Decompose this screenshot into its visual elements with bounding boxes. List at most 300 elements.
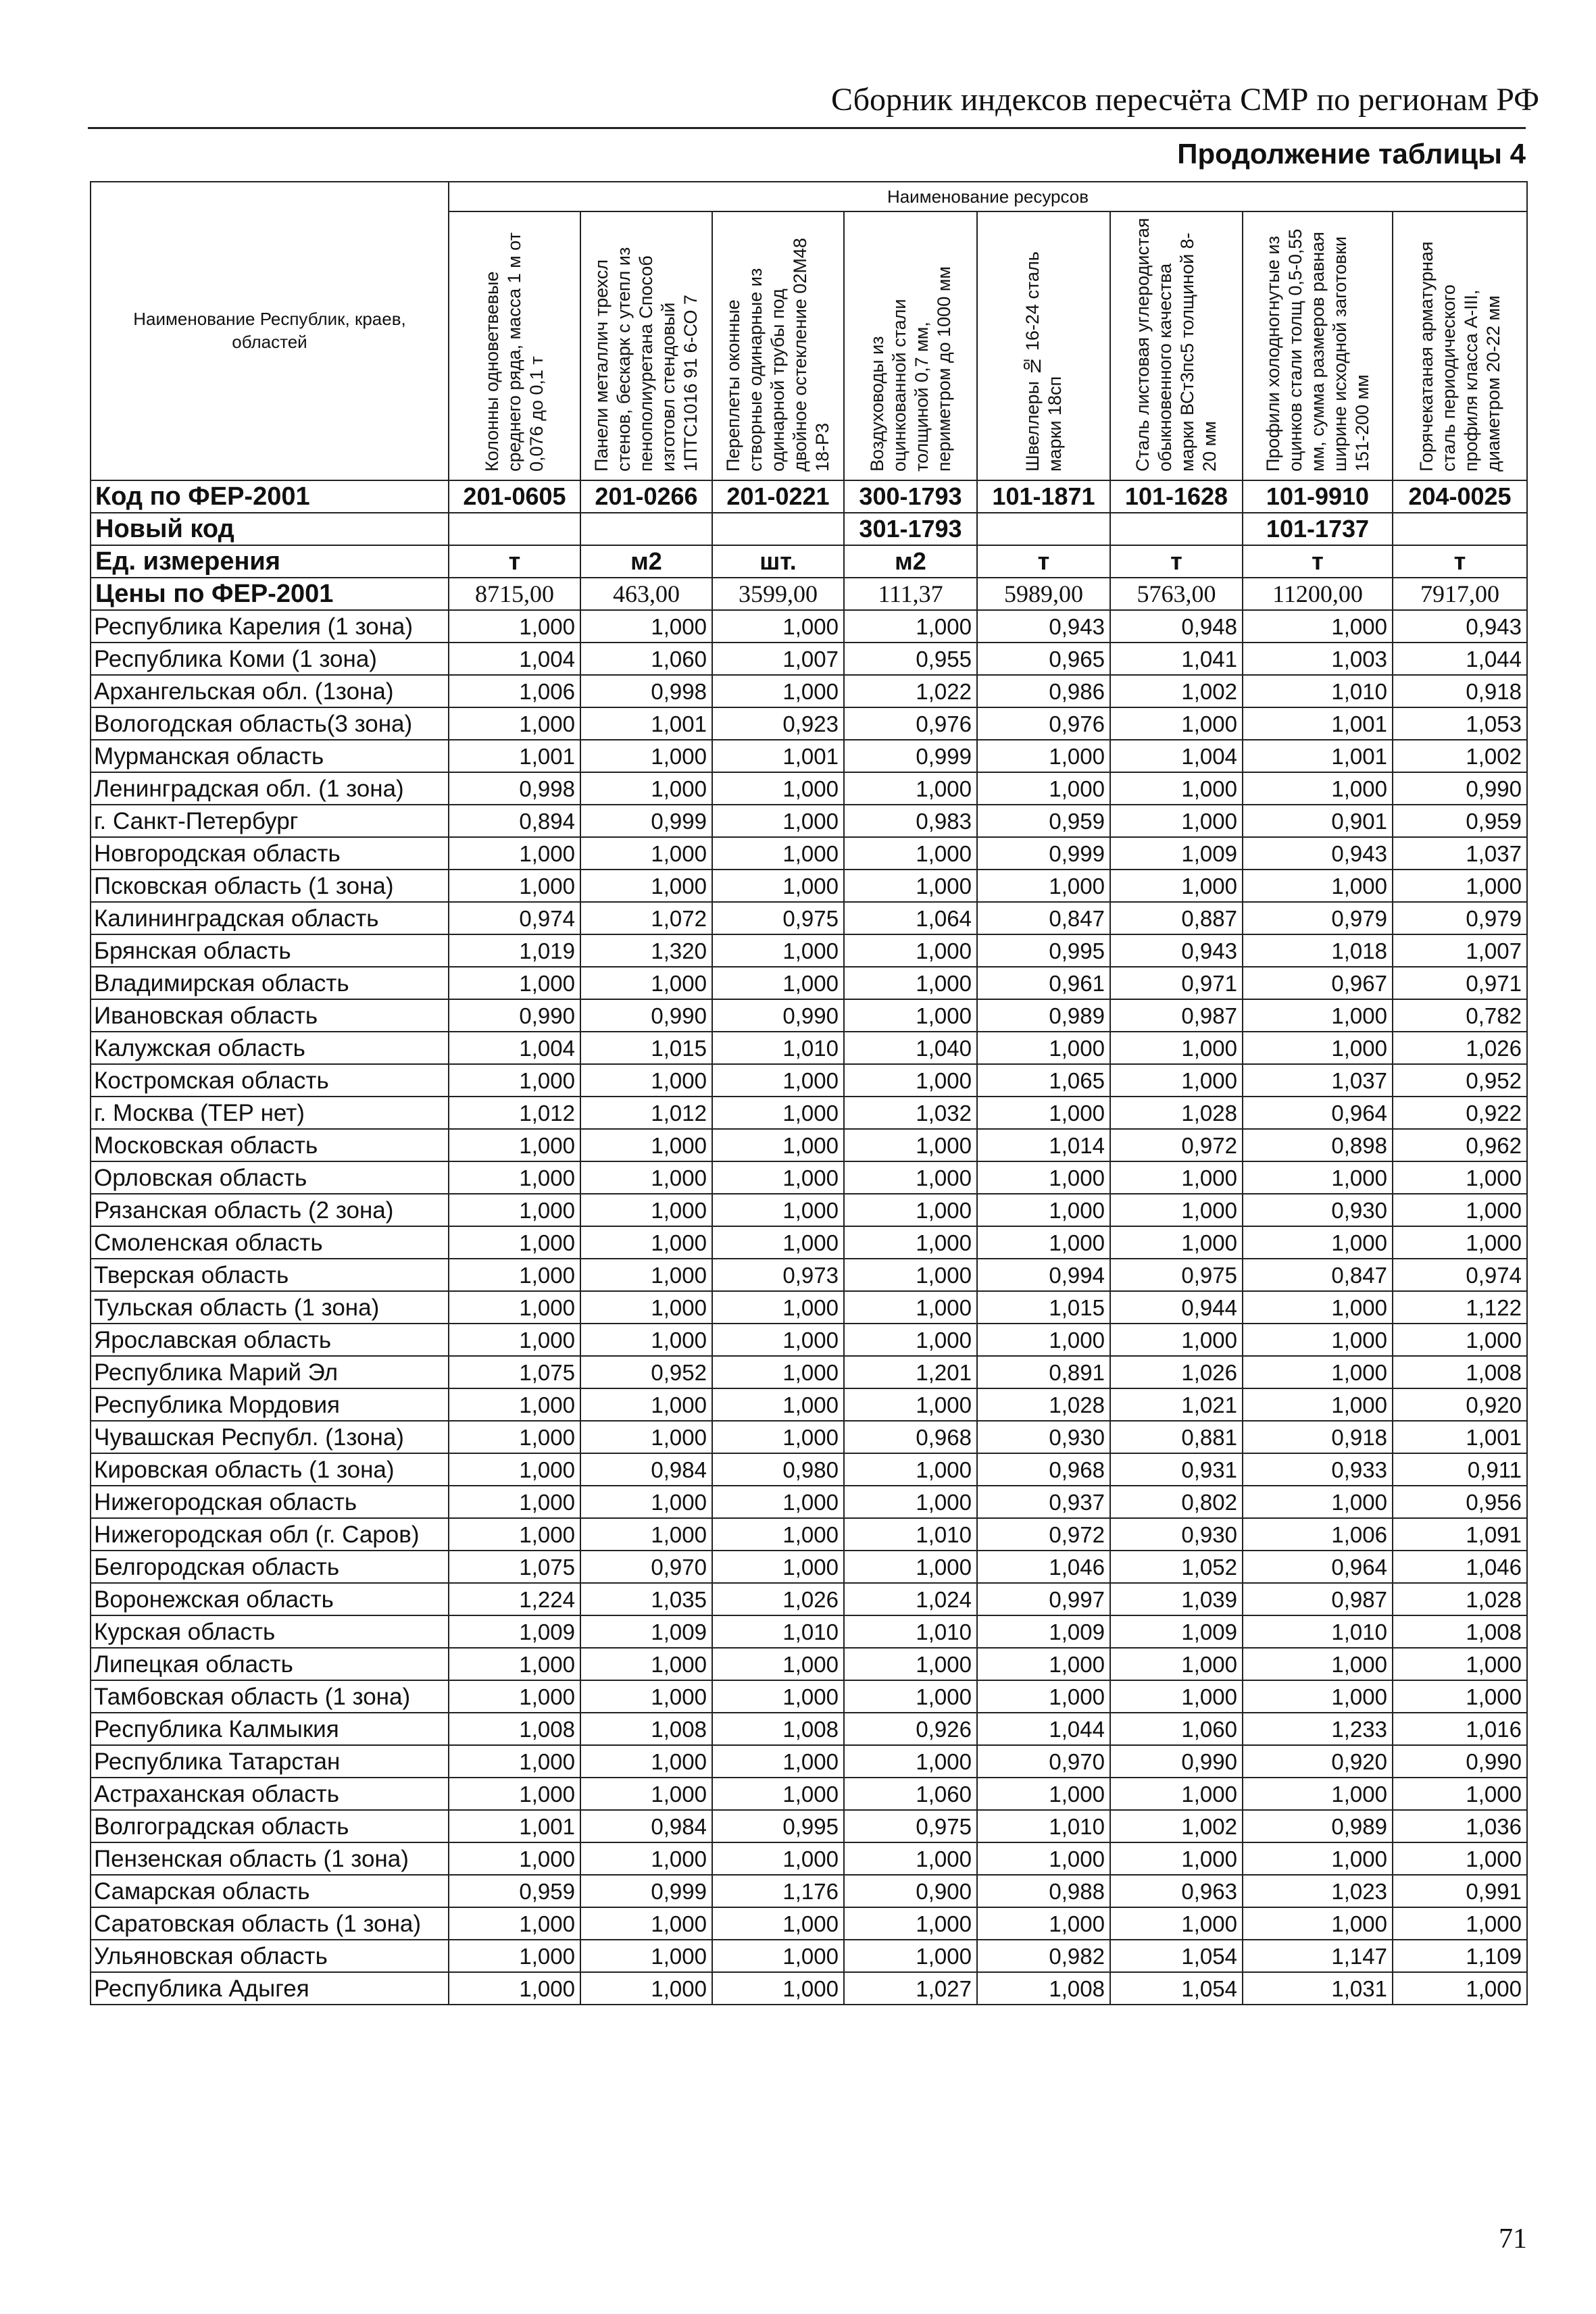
table-row (91, 1259, 1527, 1291)
table-row (91, 740, 1527, 772)
index-cell: 0,920 (1243, 1745, 1393, 1778)
index-cell: 1,000 (712, 1778, 844, 1810)
index-cell: 1,046 (977, 1551, 1110, 1583)
table-row (91, 1226, 1527, 1259)
index-cell: 1,031 (1243, 1972, 1393, 2005)
region-name: Новгородская область (91, 837, 449, 870)
region-column-header: Наименование Республик, краев, областей (91, 182, 449, 480)
index-cell: 1,000 (712, 1194, 844, 1226)
index-cell: 1,044 (977, 1713, 1110, 1745)
index-cell: 0,990 (1393, 772, 1527, 805)
index-cell: 0,952 (580, 1356, 712, 1388)
index-cell: 1,000 (1243, 1032, 1393, 1064)
index-cell: 1,000 (844, 837, 977, 870)
index-cell: 0,847 (977, 902, 1110, 934)
table-row (91, 1194, 1527, 1226)
index-cell: 1,000 (1243, 1648, 1393, 1680)
table-row (91, 1583, 1527, 1615)
index-cell: 0,990 (1110, 1745, 1243, 1778)
index-cell: 1,000 (712, 1551, 844, 1583)
index-cell: 0,991 (1393, 1875, 1527, 1907)
table-row (91, 772, 1527, 805)
index-cell: 0,971 (1393, 967, 1527, 999)
index-cell: 1,000 (1110, 1032, 1243, 1064)
index-cell: 1,000 (580, 1486, 712, 1518)
region-name: Ярославская область (91, 1324, 449, 1356)
resource-column-label: Швеллеры № 16-24 сталь марки 18сп (1022, 251, 1065, 472)
index-cell: 1,000 (977, 1907, 1110, 1940)
index-cell: 1,001 (449, 1810, 580, 1842)
index-cell: 0,962 (1393, 1129, 1527, 1161)
table-row (91, 1615, 1527, 1648)
index-cell: 0,990 (1393, 1745, 1527, 1778)
meta-row (91, 480, 1527, 513)
index-cell: 1,000 (1110, 870, 1243, 902)
index-cell: 1,004 (449, 1032, 580, 1064)
index-cell: 1,000 (844, 967, 977, 999)
table-row (91, 1972, 1527, 2005)
index-cell: 1,054 (1110, 1972, 1243, 2005)
index-cell: 1,000 (712, 1226, 844, 1259)
index-cell: 1,000 (712, 1745, 844, 1778)
table-row (91, 1810, 1527, 1842)
meta-cell: 463,00 (580, 578, 712, 610)
region-name: Орловская область (91, 1161, 449, 1194)
index-cell: 1,019 (449, 934, 580, 967)
index-cell: 0,918 (1243, 1421, 1393, 1453)
index-cell: 1,000 (1243, 772, 1393, 805)
index-cell: 0,920 (1393, 1388, 1527, 1421)
index-cell: 0,974 (1393, 1259, 1527, 1291)
index-cell: 1,000 (844, 1551, 977, 1583)
table-row (91, 1518, 1527, 1551)
index-cell: 0,974 (449, 902, 580, 934)
index-cell: 1,000 (844, 1064, 977, 1097)
index-cell: 1,000 (712, 1097, 844, 1129)
region-name: Смоленская область (91, 1226, 449, 1259)
table-row (91, 1778, 1527, 1810)
index-cell: 1,000 (977, 1226, 1110, 1259)
index-cell: 0,975 (844, 1810, 977, 1842)
region-name: Кировская область (1 зона) (91, 1453, 449, 1486)
index-cell: 1,000 (844, 1842, 977, 1875)
collection-title: Сборник индексов пересчёта СМР по регионам РФ (831, 82, 1539, 118)
index-cell: 0,984 (580, 1453, 712, 1486)
index-cell: 1,000 (1243, 1486, 1393, 1518)
index-cell: 0,998 (449, 772, 580, 805)
index-cell: 1,000 (449, 1421, 580, 1453)
table-row (91, 610, 1527, 643)
index-cell: 0,999 (580, 805, 712, 837)
region-name: Республика Калмыкия (91, 1713, 449, 1745)
index-cell: 1,000 (1110, 1161, 1243, 1194)
table-row (91, 1551, 1527, 1583)
index-cell: 1,007 (1393, 934, 1527, 967)
index-cell: 1,000 (580, 1745, 712, 1778)
index-cell: 1,000 (449, 837, 580, 870)
meta-row-label: Ед. измерения (91, 545, 449, 578)
index-cell: 1,000 (1393, 1907, 1527, 1940)
index-cell: 1,000 (712, 772, 844, 805)
region-name: Псковская область (1 зона) (91, 870, 449, 902)
index-cell: 1,027 (844, 1972, 977, 2005)
meta-cell: 101-9910 (1243, 480, 1393, 513)
index-cell: 1,026 (1110, 1356, 1243, 1388)
table-row (91, 1842, 1527, 1875)
index-cell: 1,000 (449, 610, 580, 643)
index-cell: 1,000 (977, 772, 1110, 805)
index-cell: 1,000 (1393, 1161, 1527, 1194)
region-name: Воронежская область (91, 1583, 449, 1615)
table-row (91, 902, 1527, 934)
meta-cell: 3599,00 (712, 578, 844, 610)
index-cell: 0,988 (977, 1875, 1110, 1907)
index-cell: 1,000 (580, 1648, 712, 1680)
meta-row-label: Новый код (91, 513, 449, 545)
index-cell: 1,000 (580, 1064, 712, 1097)
region-name: Республика Карелия (1 зона) (91, 610, 449, 643)
index-cell: 1,000 (580, 1972, 712, 2005)
index-cell: 1,028 (977, 1388, 1110, 1421)
index-cell: 1,000 (712, 1972, 844, 2005)
index-cell: 1,010 (844, 1615, 977, 1648)
region-name: Тверская область (91, 1259, 449, 1291)
resource-column-header (580, 211, 712, 480)
index-cell: 1,012 (580, 1097, 712, 1129)
index-cell: 1,028 (1393, 1583, 1527, 1615)
table-row (91, 870, 1527, 902)
index-cell: 1,026 (712, 1583, 844, 1615)
index-cell: 1,035 (580, 1583, 712, 1615)
index-cell: 0,990 (449, 999, 580, 1032)
index-cell: 0,998 (580, 675, 712, 707)
meta-row (91, 513, 1527, 545)
index-cell: 1,000 (844, 1453, 977, 1486)
index-cell: 1,000 (1110, 1226, 1243, 1259)
index-cell: 1,000 (844, 934, 977, 967)
meta-cell: т (1110, 545, 1243, 578)
table-row (91, 1907, 1527, 1940)
meta-cell: т (449, 545, 580, 578)
region-name: Владимирская область (91, 967, 449, 999)
index-cell: 1,000 (1393, 1972, 1527, 2005)
index-cell: 1,001 (1243, 740, 1393, 772)
resource-column-header (1110, 211, 1243, 480)
index-cell: 1,008 (1393, 1615, 1527, 1648)
index-cell: 1,000 (1393, 1842, 1527, 1875)
meta-row-label: Цены по ФЕР-2001 (91, 578, 449, 610)
index-cell: 1,044 (1393, 643, 1527, 675)
index-cell: 1,000 (449, 870, 580, 902)
index-cell: 0,964 (1243, 1551, 1393, 1583)
index-cell: 1,000 (844, 1388, 977, 1421)
index-cell: 1,000 (449, 1388, 580, 1421)
index-cell: 1,000 (1243, 1778, 1393, 1810)
index-cell: 1,000 (1110, 1648, 1243, 1680)
region-name: Московская область (91, 1129, 449, 1161)
meta-cell: 111,37 (844, 578, 977, 610)
index-cell: 1,000 (1110, 707, 1243, 740)
index-cell: 1,010 (844, 1518, 977, 1551)
index-cell: 1,000 (1110, 1680, 1243, 1713)
index-cell: 0,923 (712, 707, 844, 740)
index-cell: 1,000 (1243, 999, 1393, 1032)
index-cell: 1,000 (580, 1291, 712, 1324)
index-cell: 1,000 (844, 1324, 977, 1356)
index-cell: 1,000 (977, 1648, 1110, 1680)
index-cell: 1,000 (580, 1388, 712, 1421)
index-cell: 0,976 (977, 707, 1110, 740)
table-row (91, 1032, 1527, 1064)
index-cell: 1,023 (1243, 1875, 1393, 1907)
index-cell: 1,010 (712, 1615, 844, 1648)
index-cell: 1,046 (1393, 1551, 1527, 1583)
index-cell: 1,000 (449, 1940, 580, 1972)
meta-cell: м2 (844, 545, 977, 578)
table-row (91, 1421, 1527, 1453)
index-cell: 0,964 (1243, 1097, 1393, 1129)
index-cell: 0,944 (1110, 1291, 1243, 1324)
table-row (91, 1064, 1527, 1097)
region-name: г. Санкт-Петербург (91, 805, 449, 837)
index-cell: 1,000 (844, 610, 977, 643)
index-cell: 1,000 (1393, 1778, 1527, 1810)
resource-column-label: Колонны одноветвевые среднего ряда, масса 1 м от 0,076 до 0,1 т (482, 232, 547, 472)
index-cell: 0,943 (1243, 837, 1393, 870)
region-name: Архангельская обл. (1зона) (91, 675, 449, 707)
meta-cell: м2 (580, 545, 712, 578)
index-cell: 1,022 (844, 675, 977, 707)
index-cell: 1,000 (844, 1745, 977, 1778)
index-cell: 1,000 (844, 1129, 977, 1161)
index-cell: 0,901 (1243, 805, 1393, 837)
index-cell: 1,000 (712, 1486, 844, 1518)
meta-cell (1393, 513, 1527, 545)
region-name: Республика Коми (1 зона) (91, 643, 449, 675)
index-cell: 0,956 (1393, 1486, 1527, 1518)
index-cell: 1,000 (712, 610, 844, 643)
index-cell: 1,065 (977, 1064, 1110, 1097)
table-row (91, 707, 1527, 740)
region-name: Костромская область (91, 1064, 449, 1097)
index-cell: 1,000 (580, 1226, 712, 1259)
index-cell: 1,000 (580, 1518, 712, 1551)
resource-column-label: Переплеты оконные створные одинарные из одинарной трубы под двойное остекление 02М48 18-Р3 (723, 238, 832, 472)
index-cell: 1,000 (449, 1194, 580, 1226)
index-cell: 1,000 (1243, 1161, 1393, 1194)
region-name: Республика Адыгея (91, 1972, 449, 2005)
index-cell: 1,000 (712, 675, 844, 707)
index-cell: 1,091 (1393, 1518, 1527, 1551)
index-cell: 1,000 (580, 1194, 712, 1226)
index-cell: 1,000 (1243, 1291, 1393, 1324)
index-cell: 1,000 (580, 1421, 712, 1453)
index-cell: 1,000 (1110, 805, 1243, 837)
index-cell: 0,972 (977, 1518, 1110, 1551)
index-cell: 1,000 (1243, 870, 1393, 902)
resource-column-header (449, 211, 580, 480)
index-cell: 1,000 (449, 1842, 580, 1875)
index-cell: 1,000 (1243, 1356, 1393, 1388)
index-cell: 1,000 (580, 1129, 712, 1161)
index-cell: 1,000 (977, 1032, 1110, 1064)
index-cell: 0,967 (1243, 967, 1393, 999)
index-cell: 0,989 (1243, 1810, 1393, 1842)
region-name: Калужская область (91, 1032, 449, 1064)
region-name: Рязанская область (2 зона) (91, 1194, 449, 1226)
index-cell: 0,990 (712, 999, 844, 1032)
index-cell: 1,004 (449, 643, 580, 675)
index-cell: 1,000 (712, 870, 844, 902)
index-cell: 1,000 (580, 610, 712, 643)
index-cell: 0,894 (449, 805, 580, 837)
index-cell: 1,000 (580, 837, 712, 870)
index-cell: 1,008 (712, 1713, 844, 1745)
resource-column-header (712, 211, 844, 480)
index-cell: 1,122 (1393, 1291, 1527, 1324)
meta-cell: 8715,00 (449, 578, 580, 610)
index-cell: 1,000 (977, 1680, 1110, 1713)
index-cell: 0,933 (1243, 1453, 1393, 1486)
table-row (91, 1129, 1527, 1161)
index-cell: 1,000 (449, 1648, 580, 1680)
index-cell: 1,000 (712, 1940, 844, 1972)
index-cell: 1,320 (580, 934, 712, 967)
region-name: Республика Мордовия (91, 1388, 449, 1421)
meta-cell (580, 513, 712, 545)
index-cell: 1,010 (977, 1810, 1110, 1842)
table-row (91, 934, 1527, 967)
index-cell: 0,881 (1110, 1421, 1243, 1453)
index-cell: 0,926 (844, 1713, 977, 1745)
index-cell: 1,009 (1110, 837, 1243, 870)
index-cell: 1,000 (580, 967, 712, 999)
index-cell: 1,000 (712, 1518, 844, 1551)
index-cell: 1,000 (1393, 870, 1527, 902)
table-row (91, 675, 1527, 707)
index-cell: 1,010 (1243, 675, 1393, 707)
index-cell: 1,000 (580, 1940, 712, 1972)
resource-column-label: Сталь листовая углеродистая обыкновенного качества марки ВСт3пс5 толщиной 8-20 мм (1132, 218, 1220, 472)
index-cell: 1,004 (1110, 740, 1243, 772)
index-cell: 1,000 (712, 1680, 844, 1713)
index-cell: 1,006 (449, 675, 580, 707)
index-cell: 1,000 (977, 1097, 1110, 1129)
resource-column-label: Панели металлич трехсл стенов, бескарк с утепл из пенополиуретана Способ изготовл стендовый 1ПТС1016 91 6-СО 7 (591, 247, 701, 472)
index-cell: 0,984 (580, 1810, 712, 1842)
table-row (91, 1388, 1527, 1421)
table-row (91, 1356, 1527, 1388)
index-cell: 1,000 (449, 1907, 580, 1940)
meta-cell: т (1393, 545, 1527, 578)
index-cell: 0,847 (1243, 1259, 1393, 1291)
index-cell: 1,026 (1393, 1032, 1527, 1064)
index-cell: 1,000 (712, 934, 844, 967)
table-row (91, 1453, 1527, 1486)
index-cell: 1,000 (1393, 1226, 1527, 1259)
region-name: Белгородская область (91, 1551, 449, 1583)
index-cell: 1,000 (712, 1129, 844, 1161)
index-cell: 1,028 (1110, 1097, 1243, 1129)
region-name: Ульяновская область (91, 1940, 449, 1972)
index-cell: 0,975 (712, 902, 844, 934)
region-name: Астраханская область (91, 1778, 449, 1810)
index-cell: 0,930 (1243, 1194, 1393, 1226)
index-cell: 1,000 (580, 870, 712, 902)
index-cell: 1,002 (1110, 1810, 1243, 1842)
table-row (91, 967, 1527, 999)
meta-cell: 204-0025 (1393, 480, 1527, 513)
index-cell: 1,000 (844, 1291, 977, 1324)
index-cell: 1,075 (449, 1356, 580, 1388)
index-cell: 1,000 (844, 1226, 977, 1259)
table-row (91, 1486, 1527, 1518)
index-cell: 0,975 (1110, 1259, 1243, 1291)
resource-column-label: Профили холодногнутые из оцинков стали толщ 0,5-0,55 мм, сумма размеров равная ширине исходной заготовки 151-200 мм (1262, 228, 1372, 472)
index-cell: 1,000 (449, 1745, 580, 1778)
index-cell: 0,968 (844, 1421, 977, 1453)
index-cell: 0,983 (844, 805, 977, 837)
index-cell: 0,931 (1110, 1453, 1243, 1486)
index-cell: 1,000 (977, 1194, 1110, 1226)
meta-cell: 300-1793 (844, 480, 977, 513)
meta-cell: 101-1871 (977, 480, 1110, 513)
index-cell: 1,060 (844, 1778, 977, 1810)
index-cell: 1,000 (1243, 1324, 1393, 1356)
resource-column-header (977, 211, 1110, 480)
index-cell: 1,001 (580, 707, 712, 740)
table-row (91, 1680, 1527, 1713)
index-cell: 1,000 (580, 1907, 712, 1940)
index-cell: 1,000 (712, 837, 844, 870)
resource-column-header (844, 211, 977, 480)
resource-column-header (1243, 211, 1393, 480)
index-cell: 0,948 (1110, 610, 1243, 643)
index-cell: 0,911 (1393, 1453, 1527, 1486)
index-cell: 1,008 (977, 1972, 1110, 2005)
table-row (91, 1713, 1527, 1745)
index-cell: 1,000 (977, 1324, 1110, 1356)
index-cell: 1,000 (449, 1486, 580, 1518)
index-cell: 1,003 (1243, 643, 1393, 675)
index-cell: 1,053 (1393, 707, 1527, 740)
table-row (91, 999, 1527, 1032)
index-cell: 1,000 (977, 1842, 1110, 1875)
index-cell: 1,001 (449, 740, 580, 772)
index-cell: 1,075 (449, 1551, 580, 1583)
index-cell: 1,001 (712, 740, 844, 772)
index-cell: 0,999 (977, 837, 1110, 870)
index-cell: 0,999 (580, 1875, 712, 1907)
header-rule (88, 127, 1526, 129)
index-cell: 0,961 (977, 967, 1110, 999)
index-cell: 0,963 (1110, 1875, 1243, 1907)
index-cell: 1,018 (1243, 934, 1393, 967)
meta-cell: 7917,00 (1393, 578, 1527, 610)
region-name: Ивановская область (91, 999, 449, 1032)
region-name: Нижегородская область (91, 1486, 449, 1518)
index-cell: 1,001 (1243, 707, 1393, 740)
index-cell: 1,000 (844, 772, 977, 805)
index-cell: 1,000 (844, 1680, 977, 1713)
index-cell: 1,000 (712, 1356, 844, 1388)
region-name: Пензенская область (1 зона) (91, 1842, 449, 1875)
index-cell: 1,037 (1243, 1064, 1393, 1097)
index-cell: 0,982 (977, 1940, 1110, 1972)
index-cell: 1,000 (449, 1064, 580, 1097)
table-row (91, 837, 1527, 870)
index-cell: 1,000 (844, 999, 977, 1032)
